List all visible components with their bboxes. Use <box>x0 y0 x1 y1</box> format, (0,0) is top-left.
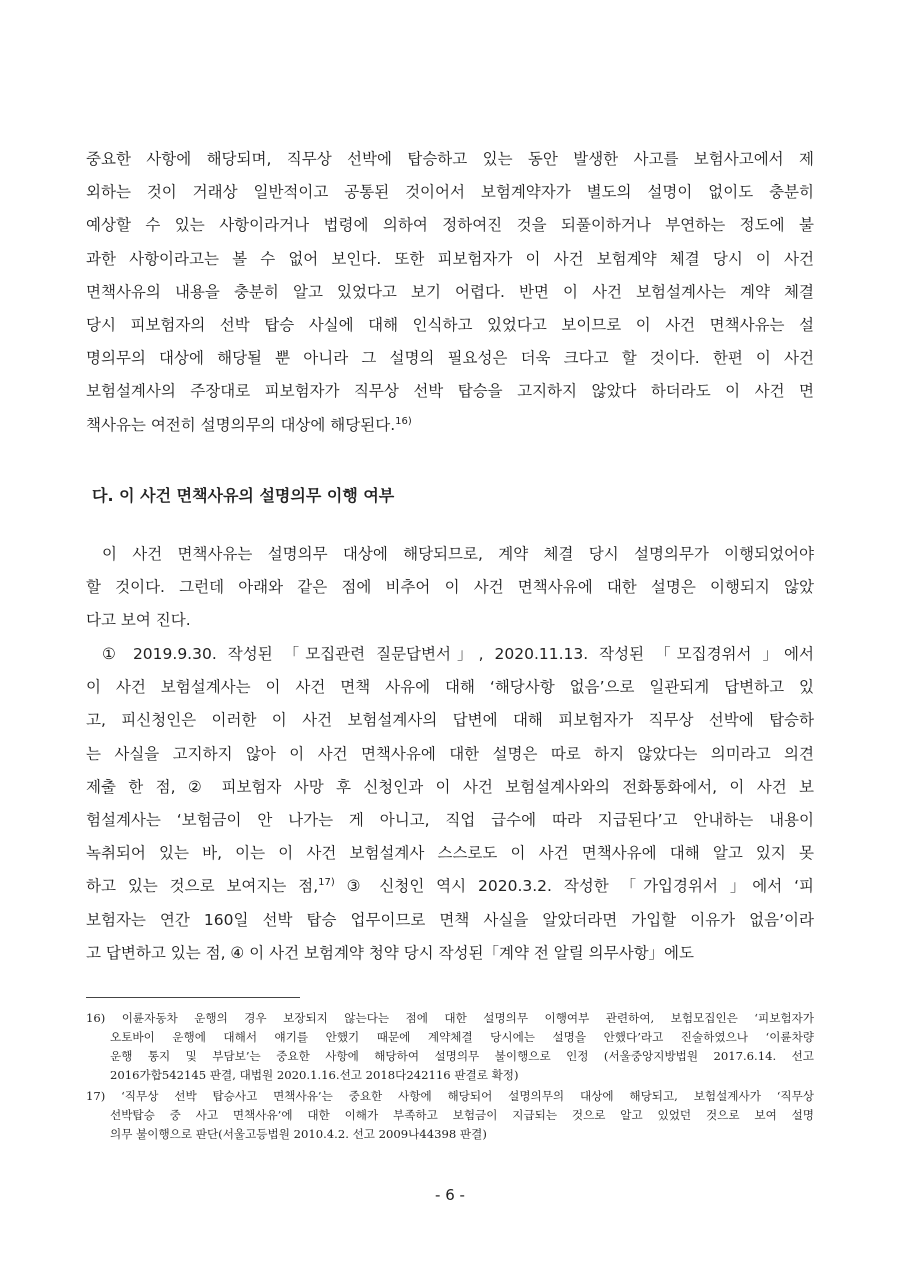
text-line: 보험설계사의 주장대로 피보험자가 직무상 선박 탑승을 고지하지 않았다 하더라도 이 사건 면 <box>86 382 814 401</box>
text-line: 다고 보여 진다. <box>86 611 191 630</box>
footnote-16 <box>86 1009 814 1085</box>
footnote-ref-17: 17) <box>318 877 335 889</box>
paragraph-1 <box>86 143 814 442</box>
paragraph-2 <box>86 538 814 638</box>
footnote-number: 17) <box>86 1089 106 1103</box>
footnote-line: 오토바이 운행에 대해서 얘기를 안했기 때문에 계약체결 당시에는 설명을 안했다’라고 진술하였으나 ‘이륜차량 <box>110 1030 814 1044</box>
text-line <box>86 409 814 442</box>
text-line: ① 2019.9.30. 작성된 「모집관련 질문답변서」, 2020.11.13. 작성된 「모집경위서 」에서 <box>102 645 814 663</box>
footnote-divider <box>86 997 300 998</box>
footnote-text: 이륜자동차 운행의 경우 보장되지 않는다는 점에 대한 설명의무 이행여부 관련하여, 보험모집인은 ‘피보험자가 <box>121 1011 814 1025</box>
footnote-line: 의무 불이행으로 판단(서울고등법원 2010.4.2. 선고 2009나44398 판결) <box>110 1127 487 1141</box>
footnote-line: 2016가합542145 판결, 대법원 2020.1.16.선고 2018다242116 판결로 확정) <box>110 1068 519 1082</box>
text-line: 명의무의 대상에 해당될 뿐 아니라 그 설명의 필요성은 더욱 크다고 할 것이다. 한편 이 사건 <box>86 349 814 368</box>
section-heading: 다. 이 사건 면책사유의 설명의무 이행 여부 <box>92 486 395 505</box>
text-line: 고 답변하고 있는 점, ④ 이 사건 보험계약 청약 당시 작성된「계약 전 알릴 의무사항」에도 <box>86 943 694 962</box>
paragraph-3 <box>86 638 814 970</box>
text-line: 이 사건 보험설계사는 이 사건 면책 사유에 대해 ‘해당사항 없음’으로 일관되게 답변하고 있 <box>86 678 814 697</box>
text-line: 는 사실을 고지하지 않아 이 사건 면책사유에 대한 설명은 따로 하지 않았다는 의미라고 의견 <box>86 744 814 763</box>
footnote-text: ‘직무상 선박 탑승사고 면책사유’는 중요한 사항에 해당되어 설명의무의 대상에 해당되고, 보험설계사가 ‘직무상 <box>121 1089 815 1103</box>
text-line: 이 사건 면책사유는 설명의무 대상에 해당되므로, 계약 체결 당시 설명의무가 이행되었어야 <box>102 545 814 563</box>
text-segment: ③ 신청인 역시 2020.3.2. 작성한 「가입경위서 」에서 ‘피 <box>346 877 814 896</box>
footnote-ref-16: 16) <box>395 415 412 427</box>
text-line: 보험자는 연간 160일 선박 탑승 업무이므로 면책 사실을 알았더라면 가입할 이유가 없음’이라 <box>86 910 814 929</box>
text-line: 외하는 것이 거래상 일반적이고 공통된 것이어서 보험계약자가 별도의 설명이 없이도 충분히 <box>86 183 814 202</box>
footnote-line: 선박탑승 중 사고 면책사유’에 대한 이해가 부족하고 보험금이 지급되는 것으로 알고 있었던 것으로 보여 설명 <box>110 1108 814 1122</box>
text-line: 당시 피보험자의 선박 탑승 사실에 대해 인식하고 있었다고 보이므로 이 사건 면책사유는 설 <box>86 316 814 335</box>
text-line: 녹취되어 있는 바, 이는 이 사건 보험설계사 스스로도 이 사건 면책사유에 대해 알고 있지 못 <box>86 844 814 863</box>
text-segment: 책사유는 여전히 설명의무의 대상에 해당된다. <box>86 415 396 434</box>
text-line: 중요한 사항에 해당되며, 직무상 선박에 탑승하고 있는 동안 발생한 사고를 보험사고에서 제 <box>86 150 814 168</box>
text-line: 과한 사항이라고는 볼 수 없어 보인다. 또한 피보험자가 이 사건 보험계약 체결 당시 이 사건 <box>86 249 814 268</box>
footnote-line: 운행 통지 및 부담보’는 중요한 사항에 해당하여 설명의무 불이행으로 인정 (서울중앙지방법원 2017.6.14. 선고 <box>110 1049 814 1063</box>
footnote-line <box>86 1087 814 1106</box>
text-line: 면책사유의 내용을 충분히 알고 있었다고 보기 어렵다. 반면 이 사건 보험설계사는 계약 체결 <box>86 282 814 301</box>
footnote-number: 16) <box>86 1011 106 1025</box>
footnote-17 <box>86 1087 814 1144</box>
text-line: 험설계사는 ‘보험금이 안 나가는 게 아니고, 직업 급수에 따라 지급된다’고 안내하는 내용이 <box>86 811 814 830</box>
text-line: 제출 한 점, ② 피보험자 사망 후 신청인과 이 사건 보험설계사와의 전화통화에서, 이 사건 보 <box>86 777 814 796</box>
text-line: 고, 피신청인은 이러한 이 사건 보험설계사의 답변에 대해 피보험자가 직무상 선박에 탑승하 <box>86 711 814 730</box>
footnote-line <box>86 1009 814 1028</box>
text-segment: 하고 있는 것으로 보여지는 점, <box>86 877 319 896</box>
text-line <box>86 870 814 903</box>
page-number: - 6 - <box>435 1186 465 1204</box>
text-line: 예상할 수 있는 사항이라거나 법령에 의하여 정하여진 것을 되풀이하거나 부연하는 정도에 불 <box>86 216 814 235</box>
text-line: 할 것이다. 그런데 아래와 같은 점에 비추어 이 사건 면책사유에 대한 설명은 이행되지 않았 <box>86 578 814 597</box>
